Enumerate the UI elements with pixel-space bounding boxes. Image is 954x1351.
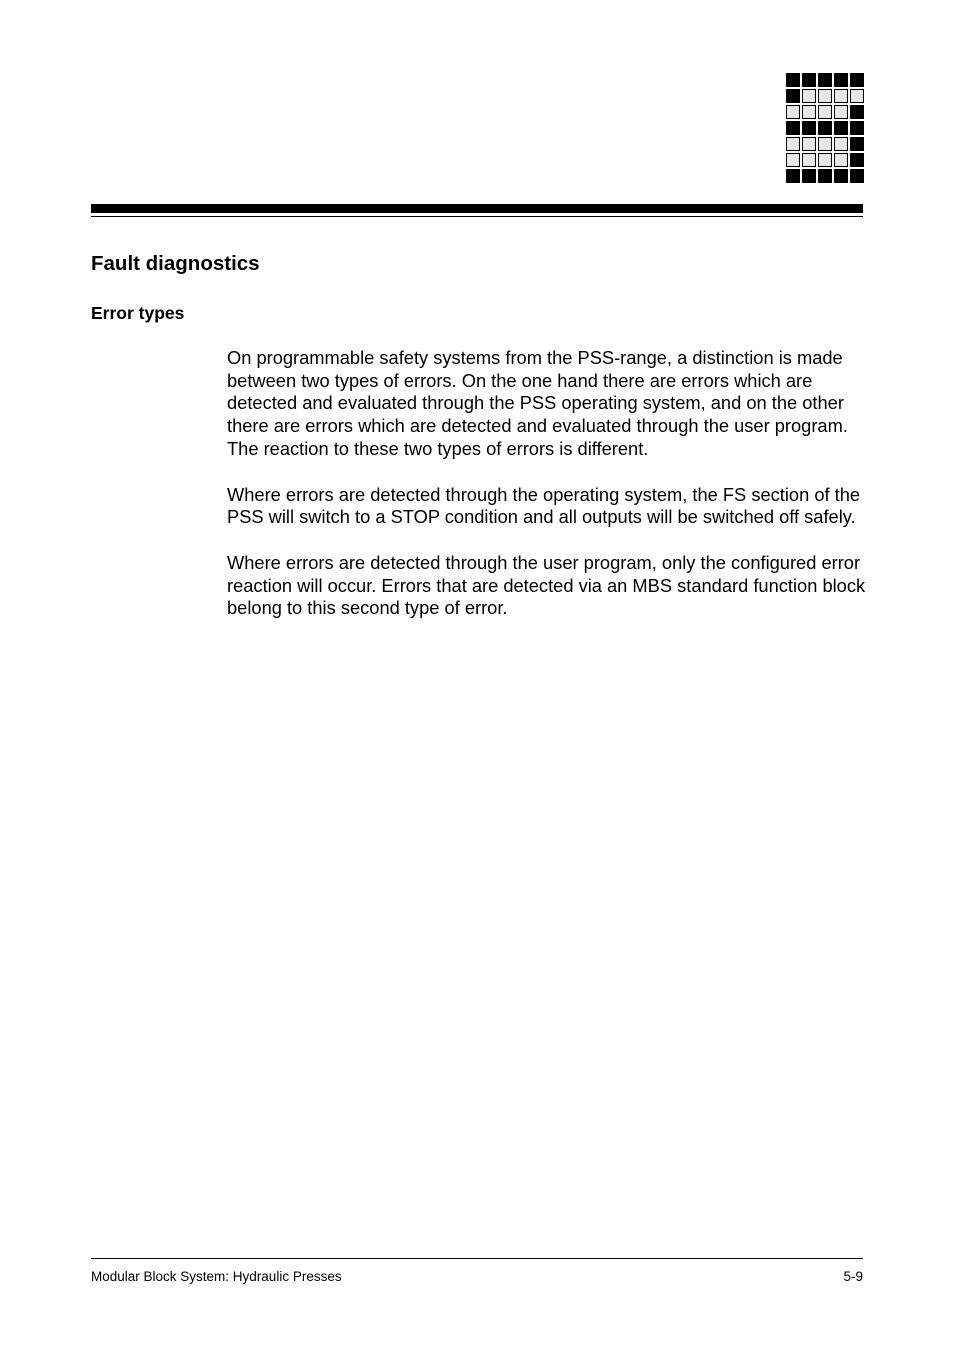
paragraph: Where errors are detected through the operating system, the FS section of the PSS will switch to a STOP condition and all outputs will be switched off safely.	[227, 483, 861, 528]
grid-logo-cell	[802, 73, 816, 87]
grid-logo-cell	[818, 153, 832, 167]
grid-logo-cell	[834, 121, 848, 135]
paragraph: On programmable safety systems from the PSS-range, a distinction is made between two types of errors. On the one hand there are errors which are detected and evaluated through the PSS operating system, and on the other there are errors which are detected and evaluated through the user program. The reaction to these two types of errors is different.	[227, 347, 848, 459]
grid-logo-cell	[818, 73, 832, 87]
header-rule-thin	[91, 216, 863, 217]
grid-logo-cell	[786, 137, 800, 151]
grid-logo-cell	[786, 169, 800, 183]
grid-logo-cell	[802, 169, 816, 183]
grid-logo-icon	[786, 73, 865, 184]
grid-logo-cell	[786, 73, 800, 87]
grid-logo-cell	[850, 137, 864, 151]
paragraph: Where errors are detected through the user program, only the configured error reaction will occur. Errors that are detected via an MBS standard function block belong to this second type of error.	[227, 551, 866, 619]
grid-logo-cell	[850, 105, 864, 119]
subsection-title: Error types	[91, 303, 185, 323]
grid-logo-cell	[802, 121, 816, 135]
grid-logo-cell	[818, 89, 832, 103]
grid-logo-cell	[834, 105, 848, 119]
grid-logo-cell	[818, 121, 832, 135]
grid-logo-cell	[834, 169, 848, 183]
grid-logo-cell	[786, 105, 800, 119]
grid-logo-cell	[802, 89, 816, 103]
body-text	[227, 347, 867, 643]
grid-logo-cell	[850, 153, 864, 167]
grid-logo-cell	[818, 169, 832, 183]
grid-logo-cell	[850, 89, 864, 103]
grid-logo-cell	[786, 89, 800, 103]
footer-document-title: Modular Block System: Hydraulic Presses	[91, 1269, 342, 1284]
grid-logo-cell	[818, 137, 832, 151]
grid-logo-cell	[834, 137, 848, 151]
header-rule-thick	[91, 204, 863, 213]
grid-logo-cell	[802, 137, 816, 151]
footer-rule	[91, 1258, 863, 1259]
grid-logo-cell	[834, 89, 848, 103]
footer-page-number: 5-9	[843, 1269, 863, 1284]
grid-logo-cell	[802, 105, 816, 119]
grid-logo-cell	[786, 121, 800, 135]
grid-logo-cell	[850, 73, 864, 87]
grid-logo-cell	[850, 121, 864, 135]
grid-logo-cell	[850, 169, 864, 183]
section-title: Fault diagnostics	[91, 252, 260, 275]
grid-logo-cell	[786, 153, 800, 167]
grid-logo-cell	[818, 105, 832, 119]
grid-logo-cell	[834, 73, 848, 87]
grid-logo-cell	[834, 153, 848, 167]
grid-logo-cell	[802, 153, 816, 167]
